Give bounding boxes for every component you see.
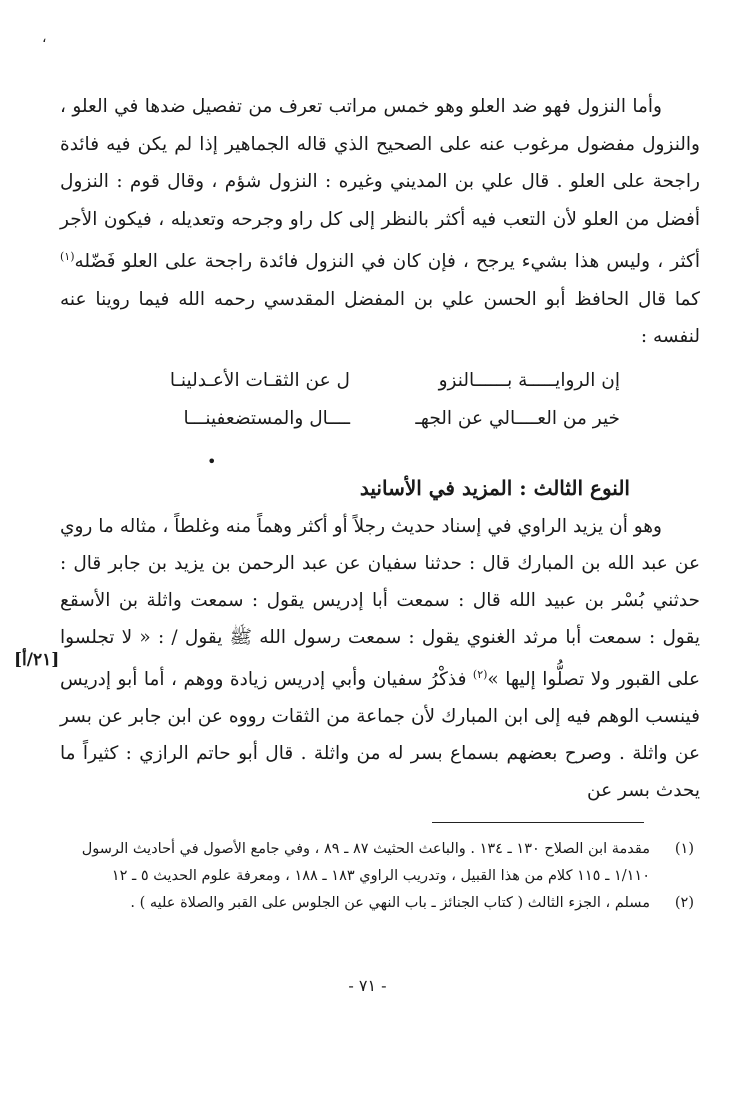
poem-hemistich-right: خير من العــــالي عن الجهـ [415,408,620,429]
paragraph-nuzul: وأما النزول فهو ضد العلو وهو خمس مراتب تعرف من تفصيل ضدها في العلو ، والنزول مفضول مرغوب عنه على الصحيح الذي قاله الجماهير إذا لم يكن فيه فائدة راجحة على العلو . قال علي بن المديني وغيره : النزول شؤم ، وقال قوم : النزول أفضل من العلو لأن التعب فيه أكثر بالنظر إلى كل راو وجرحه وتعديله ، فيكون الأجر أكثر ، وليس هذا بشيء يرجح ، فإن كان في النزول فائدة راجحة على العلو فَضّله [60,96,700,273]
footnote-text: مقدمة ابن الصلاح ١٣٠ ـ ١٣٤ . والباعث الحثيث ٨٧ ـ ٨٩ ، وفي جامع الأصول في أحاديث الرسول ١/١١٠ ـ ١١٥ كلام من هذا القبيل ، وتدريب الراوي ١٨٣ ـ ١٨٨ ، ومعرفة علوم الحديث ٥ ـ ١٢ [81,841,650,884]
footnote [60,890,700,917]
footnote-text: مسلم ، الجزء الثالث ( كتاب الجنائز ـ باب النهي عن الجلوس على القبر والصلاة عليه ) . [130,895,650,911]
stray-dot: • [207,452,217,471]
footnote-ref-1: (١) [60,250,75,263]
corner-mark: ، [42,30,47,46]
footnote [60,836,700,890]
footnote-number: (٢) [674,895,694,911]
poem-line [120,400,620,438]
footnotes [60,836,700,917]
footnote-divider [432,822,644,823]
poem-hemistich-right: إن الروايـــــة بــــــالنزو [438,370,620,391]
page-number: - ٧١ - [348,976,387,995]
main-text-block-1 [60,88,700,356]
paragraph-mazid-cont: فذكْرُ سفيان وأبي إدريس زيادة ووهم ، أما أبو إدريس فينسب الوهم فيه إلى ابن المبارك لأن جماعة من الثقات رووه عن ابن جابر عن بسر عن واثلة . وصرح بعضهم بسماع بسر له من واثلة . قال أبو حاتم الرازي : كثيراً ما يحدث بسر عن [60,669,700,802]
section-heading: النوع الثالث : المزيد في الأسانيد [359,476,630,500]
footnote-number: (١) [674,841,694,857]
poem-hemistich-left: ــــال والمستضعفينـــا [183,408,350,429]
main-text-block-2 [60,508,700,809]
paragraph-mazid: وهو أن يزيد الراوي في إسناد حديث رجلاً أو أكثر وهماً منه وغلطاً ، مثاله ما روي عن عبد الله بن المبارك قال : حدثنا سفيان عن عبد الرحمن بن يزيد بن جابر قال : حدثني بُسْر بن عبيد الله قال : سمعت أبا إدريس يقول : سمعت واثلة بن الأسقع يقول : سمعت أبا مرثد الغنوي يقول : سمعت رسول الله ﷺ يقول / : « لا تجلسوا على القبور ولا تصلُّوا إليها » [60,516,700,691]
poem [120,362,620,438]
poem-line [120,362,620,400]
paragraph-nuzul-cont: كما قال الحافظ أبو الحسن علي بن المفضل المقدسي رحمه الله فيما روينا عنه لنفسه : [60,288,700,348]
footnote-ref-2: (٢) [472,668,488,681]
poem-hemistich-left: ل عن الثقـات الأعـدلينـا [169,370,350,391]
folio-margin-ref: [٢١/أ] [14,650,60,670]
